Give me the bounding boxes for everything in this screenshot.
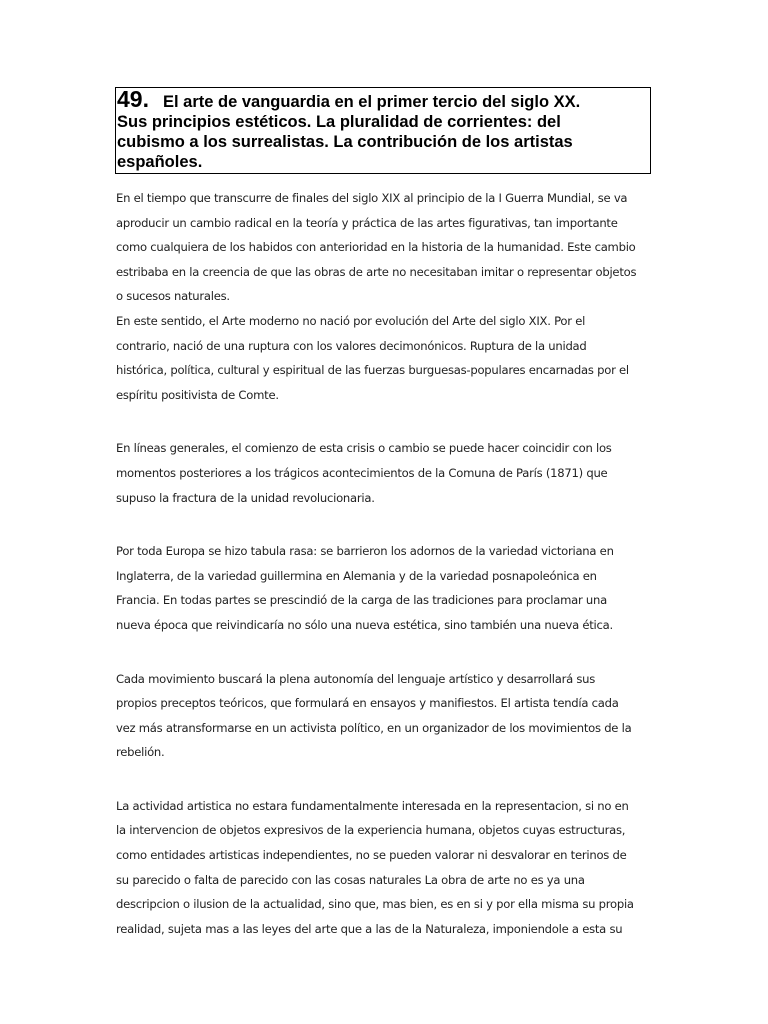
text-line: momentos posteriores a los trágicos acontecimientos de la Comuna de París (1871) que — [116, 465, 608, 480]
text-line: Por toda Europa se hizo tabula rasa: se barrieron los adornos de la variedad victoriana en — [116, 544, 614, 559]
text-line: rebelión. — [116, 745, 165, 760]
text-line: como entidades artisticas independientes, no se pueden valorar ni desvalorar en terinos de — [116, 848, 627, 863]
paragraph — [116, 309, 656, 407]
text-line: realidad, sujeta mas a las leyes del arte que a las de la Naturaleza, imponiendole a esta su — [116, 921, 623, 936]
text-line: descripcion o ilusion de la actualidad, sino que, mas bien, es en si y por ella misma su propia — [116, 897, 634, 912]
paragraph — [116, 667, 656, 765]
text-line: como cualquiera de los habidos con anterioridad en la historia de la humanidad. Este cambio — [116, 240, 636, 255]
text-line: propios preceptos teóricos, que formulará en ensayos y manifiestos. El artista tendía cada — [116, 696, 619, 711]
text-line: vez más atransformarse en un activista político, en un organizador de los movimientos de la — [116, 720, 632, 735]
paragraph — [116, 539, 656, 637]
text-line: La actividad artistica no estara fundamentalmente interesada en la representacion, si no en — [116, 798, 629, 813]
title-box — [115, 87, 651, 174]
text-line: En el tiempo que transcurre de finales del siglo XIX al principio de la I Guerra Mundial, se va — [116, 191, 628, 205]
paragraph — [116, 436, 656, 510]
paragraph — [116, 186, 656, 309]
text-line: aproducir un cambio radical en la teoría y práctica de las artes figurativas, tan importante — [116, 215, 618, 230]
text-line: Cada movimiento buscará la plena autonomía del lenguaje artístico y desarrollará sus — [116, 671, 596, 686]
title-line: El arte de vanguardia en el primer tercio del siglo XX. — [162, 93, 581, 111]
text-line: En líneas generales, el comienzo de esta crisis o cambio se puede hacer coincidir con los — [116, 441, 612, 456]
title-line: españoles. — [117, 153, 203, 171]
title-line: cubismo a los surrealistas. La contribución de los artistas — [117, 133, 573, 151]
text-line: Francia. En todas partes se prescindió de la carga de las tradiciones para proclamar una — [116, 593, 607, 608]
text-line: su parecido o falta de parecido con las cosas naturales La obra de arte no es ya una — [116, 872, 585, 887]
title-line: Sus principios estéticos. La pluralidad de corrientes: del — [117, 113, 561, 131]
text-line: o sucesos naturales. — [116, 289, 230, 304]
text-line: contrario, nació de una ruptura con los valores decimonónicos. Ruptura de la unidad — [116, 338, 587, 353]
text-line: supuso la fractura de la unidad revolucionaria. — [116, 490, 375, 505]
text-line: estribaba en la creencia de que las obras de arte no necesitaban imitar o representar objetos — [116, 264, 637, 279]
text-line: En este sentido, el Arte moderno no nació por evolución del Arte del siglo XIX. Por el — [116, 313, 586, 328]
paragraph — [116, 794, 656, 942]
title-number: 49. — [117, 86, 149, 112]
text-line: histórica, política, cultural y espiritual de las fuerzas burguesas-populares encarnadas por el — [116, 363, 629, 378]
text-line: nueva época que reivindicaría no sólo una nueva estética, sino también una nueva ética. — [116, 617, 613, 632]
text-line: la intervencion de objetos expresivos de la experiencia humana, objetos cuyas estructuras, — [116, 823, 626, 838]
text-line: espíritu positivista de Comte. — [116, 387, 279, 402]
text-line: Inglaterra, de la variedad guillermina en Alemania y de la variedad posnapoleónica en — [116, 568, 597, 583]
body-text — [116, 186, 656, 941]
